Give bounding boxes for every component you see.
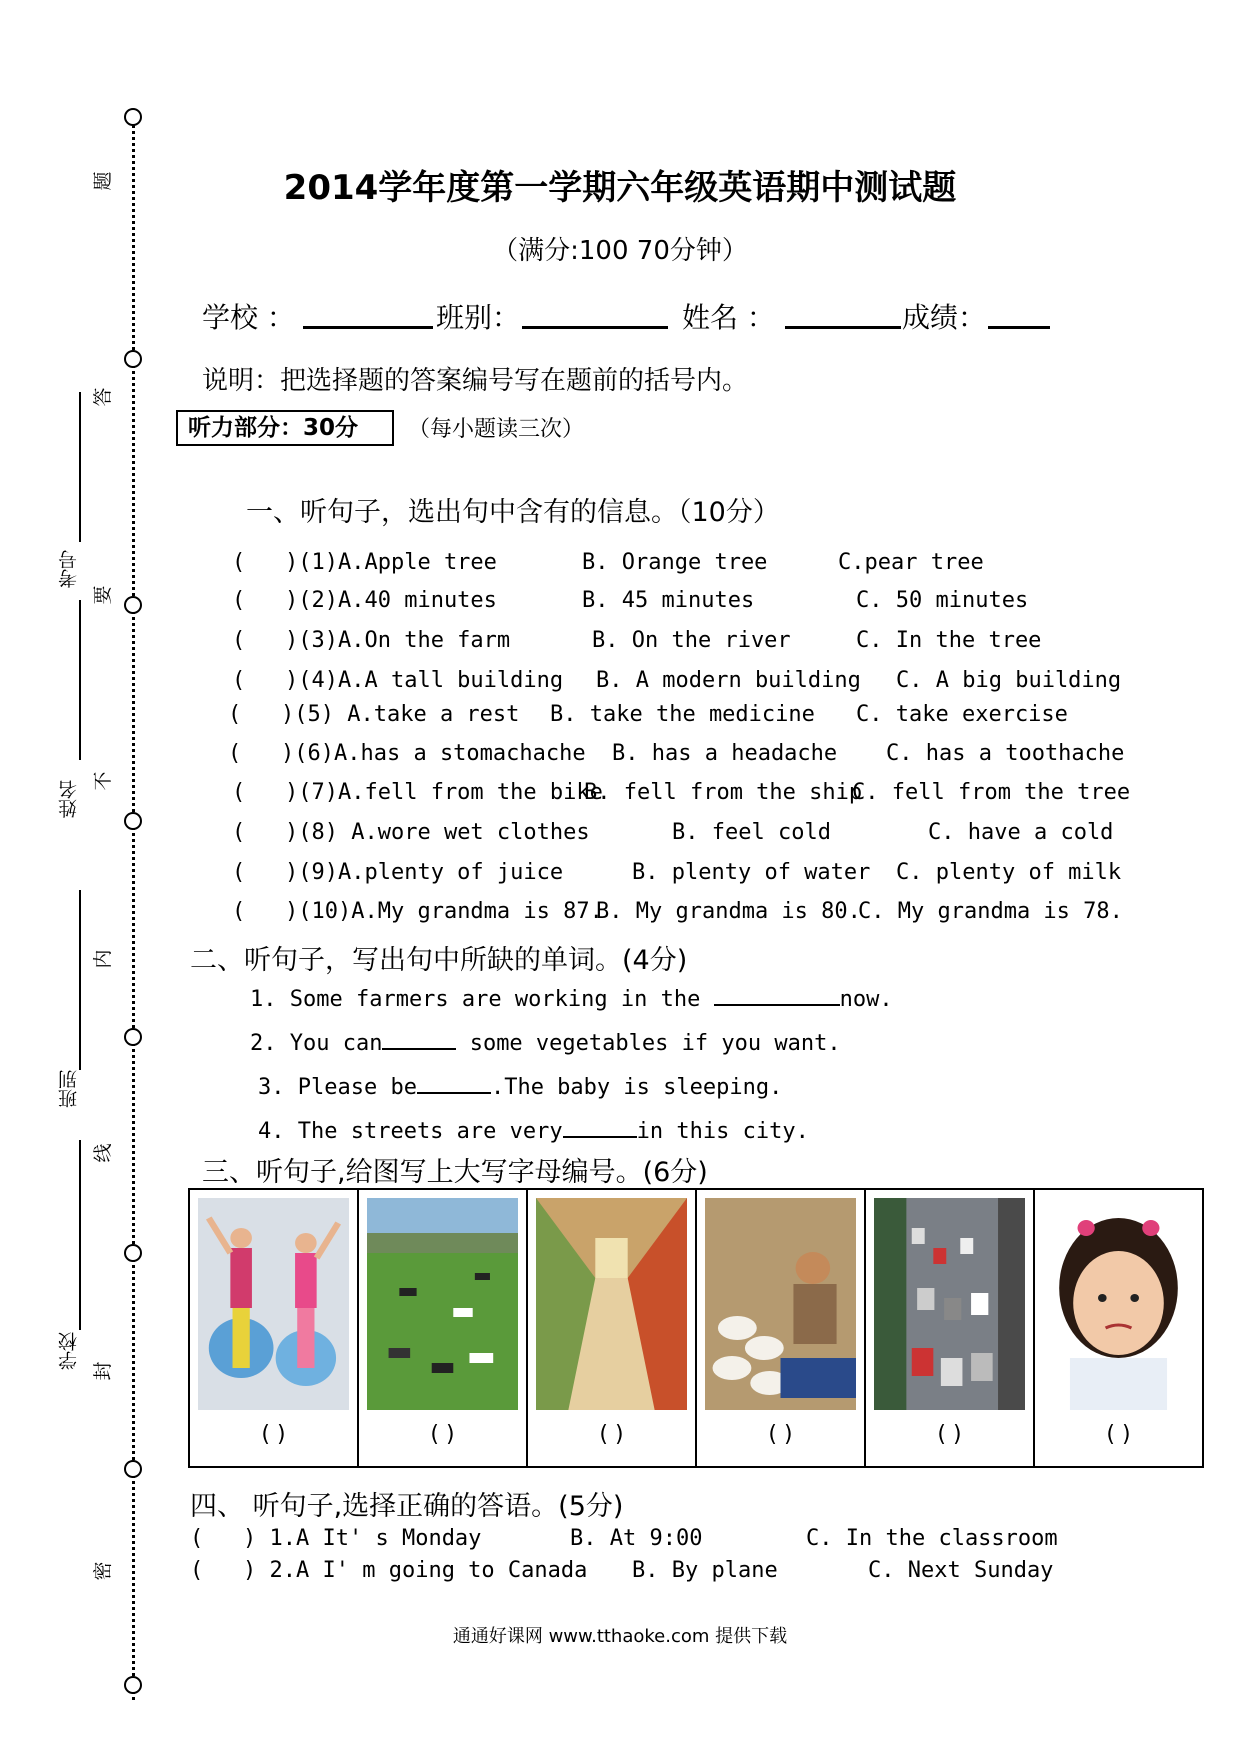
question-number: (9)A. [298,860,365,885]
option-a: take a rest [373,702,520,727]
part1-question [228,702,519,727]
option-c: C. Next Sunday [868,1558,1054,1583]
name-line [79,600,81,760]
picture-cell [1035,1190,1202,1466]
seal-line-char: 封 [92,1361,114,1381]
seal-line-char: 题 [92,171,114,191]
part4-title: 四、 听句子,选择正确的答语。(5分) [190,1491,624,1522]
seal-line-char: 线 [92,1143,114,1163]
option-b: B. A modern building [596,668,861,693]
exam-title: 2014学年度第一学期六年级英语期中测试题 [283,168,957,208]
question-number: (3)A. [298,628,365,653]
answer-paren[interactable]: ( ) [937,1422,962,1447]
listening-section-box: 听力部分：30分 [176,410,394,446]
part1-question [232,899,603,924]
option-b: B. On the river [592,628,791,653]
option-a: My grandma is 87. [377,899,603,924]
answer-paren[interactable]: ( ) [228,741,295,766]
option-b: B. Orange tree [582,550,768,575]
option-a: A tall building [364,668,564,693]
option-c: C. plenty of milk [896,860,1122,885]
school-line [79,1140,81,1330]
name-blank[interactable] [785,326,901,329]
picture-cell [866,1190,1035,1466]
listening-note: （每小题读三次） [408,417,585,442]
option-a: fell from the bike [364,780,603,805]
part1-question [232,550,497,575]
part4-question [190,1558,587,1583]
question-number: (2)A. [298,588,365,613]
answer-paren[interactable]: ( ) [599,1422,624,1447]
part4-question [190,1526,481,1551]
binding-circle [124,1244,142,1262]
binding-circle [124,596,142,614]
blank-3[interactable] [417,1074,491,1094]
answer-paren[interactable]: ( ) [190,1558,270,1583]
binding-circle [124,350,142,368]
part1-question [232,780,603,805]
question-number: (1)A. [298,550,365,575]
binding-circle [124,1028,142,1046]
answer-paren[interactable]: ( ) [430,1422,455,1447]
seal-line-char: 不 [92,771,114,791]
option-a: has a stomachache [360,741,586,766]
answer-paren[interactable]: ( ) [768,1422,793,1447]
question-number: 1.A [269,1526,310,1551]
option-c: C. A big building [896,668,1122,693]
answer-paren[interactable]: ( ) [1106,1422,1131,1447]
picture-cell [697,1190,866,1466]
answer-paren[interactable]: ( ) [232,899,299,924]
part1-question [232,588,497,613]
exam-subtitle: （满分:100 70分钟） [492,236,748,266]
score-field-label: 成绩： [902,301,987,334]
exam-no-line [79,392,81,542]
sad-girl-photo [1043,1198,1194,1410]
option-a: I' m going to Canada [322,1558,588,1583]
part2-item-2: 2. You can some vegetables if you want. [250,1031,841,1056]
option-c: C. have a cold [928,820,1114,845]
option-a: 40 minutes [364,588,497,613]
option-c: C. take exercise [856,702,1068,727]
seal-line-char: 答 [92,387,114,407]
picture-cell [528,1190,697,1466]
binding-circle [124,108,142,126]
picture-cell [190,1190,359,1466]
option-c: C. My grandma is 78. [858,899,1123,924]
supermarket-photo [536,1198,687,1410]
footer-source: 通通好课网 www.tthaoke.com 提供下载 [452,1626,788,1647]
option-c: C. In the tree [856,628,1042,653]
answer-paren[interactable]: ( ) [261,1422,286,1447]
farm-cows-photo [367,1198,518,1410]
blank-1[interactable] [714,986,840,1006]
picture-cell [359,1190,528,1466]
question-number: (7)A. [298,780,365,805]
class-field-label: 班别： [436,301,521,334]
answer-paren[interactable]: ( ) [232,588,299,613]
blank-2[interactable] [382,1030,456,1050]
traffic-jam-photo [874,1198,1025,1410]
question-number: (10)A. [298,899,378,924]
option-b: B. By plane [632,1558,778,1583]
answer-paren[interactable]: ( ) [232,550,299,575]
part2-item-1: 1. Some farmers are working in the now. [250,987,893,1012]
part2-item-3: 3. Please be .The baby is sleeping. [258,1075,783,1100]
question-number: (8) A. [298,820,378,845]
part1-title: 一、听句子，选出句中含有的信息。（10分） [246,497,780,528]
binding-circle [124,1460,142,1478]
option-a: plenty of juice [364,860,564,885]
option-a: wore wet clothes [377,820,590,845]
part1-question [232,860,563,885]
option-b: B. At 9:00 [570,1526,703,1551]
answer-paren[interactable]: ( ) [232,820,299,845]
school-blank[interactable] [303,326,433,329]
seal-line-char: 要 [92,585,114,605]
binding-circle [124,812,142,830]
option-c: C. In the classroom [806,1526,1058,1551]
name-label: 姓名 [58,780,80,818]
answer-paren[interactable]: ( ) [232,628,299,653]
feeding-chickens-photo [705,1198,856,1410]
part2-title: 二、听句子，写出句中所缺的单词。(4分) [190,945,688,976]
score-blank[interactable] [988,326,1050,329]
option-b: B. plenty of water [632,860,871,885]
exercise-class-photo [198,1198,349,1410]
part1-question [232,668,563,693]
answer-paren[interactable]: ( ) [232,780,299,805]
question-number: (5) A. [294,702,374,727]
instructions: 说明：把选择题的答案编号写在题前的括号内。 [202,366,749,396]
option-b: B. 45 minutes [582,588,755,613]
option-b: B. fell from the ship [584,780,863,805]
name-field-label: 姓名 ： [682,301,775,334]
picture-table [188,1188,1204,1468]
school-label: 学校 [58,1332,80,1370]
option-c: C. 50 minutes [856,588,1029,613]
option-b: B. feel cold [672,820,831,845]
option-a: Apple tree [364,550,497,575]
option-c: C.pear tree [838,550,984,575]
part3-title: 三、听句子,给图写上大写字母编号。(6分) [202,1157,708,1188]
option-a: It' s Monday [322,1526,482,1551]
class-line [79,890,81,1070]
class-label: 班别 [58,1070,80,1108]
binding-circle [124,1676,142,1694]
blank-4[interactable] [563,1118,637,1138]
option-a: On the farm [364,628,511,653]
answer-paren[interactable]: ( ) [190,1526,270,1551]
option-b: B. My grandma is 80. [596,899,861,924]
option-c: C. fell from the tree [852,780,1131,805]
class-blank[interactable] [522,326,668,329]
part1-question [232,820,590,845]
part1-question [228,741,586,766]
question-number: 2.A [269,1558,310,1583]
part2-item-4: 4. The streets are very in this city. [258,1119,809,1144]
option-c: C. has a toothache [886,741,1125,766]
seal-line-char: 密 [92,1561,114,1581]
answer-paren[interactable]: ( ) [232,860,299,885]
answer-paren[interactable]: ( ) [232,668,299,693]
seal-line-char: 内 [92,949,114,969]
part1-question [232,628,510,653]
option-b: B. take the medicine [550,702,815,727]
question-number: (6)A. [294,741,361,766]
answer-paren[interactable]: ( ) [228,702,295,727]
exam-no-label: 考号 [58,550,80,588]
option-b: B. has a headache [612,741,838,766]
school-field-label: 学校 ： [202,301,295,334]
question-number: (4)A. [298,668,365,693]
